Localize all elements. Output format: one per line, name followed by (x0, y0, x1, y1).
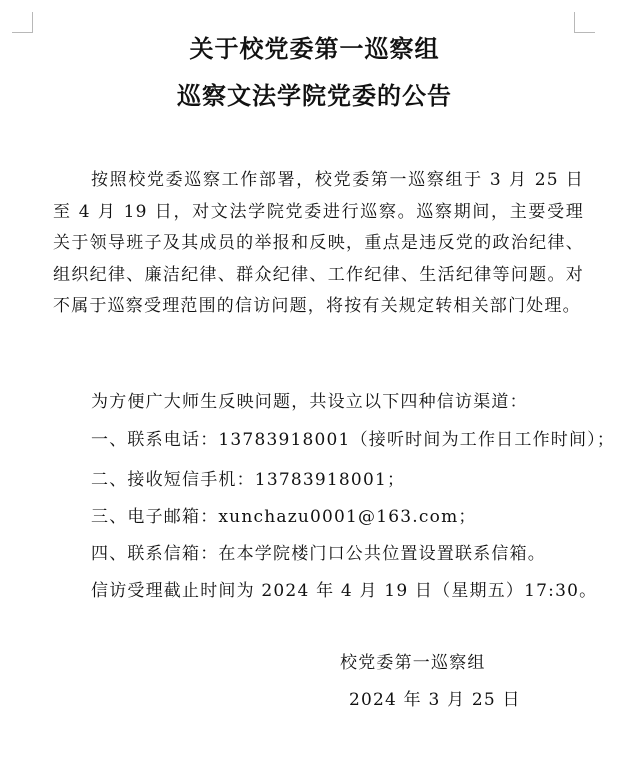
channel-email: 三、电子邮箱：xunchazu0001@163.com； (91, 507, 477, 527)
crop-mark-top-left (12, 12, 33, 33)
crop-mark-top-right (574, 12, 595, 33)
intro-paragraph: 按照校党委巡察工作部署，校党委第一巡察组于 3 月 25 日至 4 月 19 日，对文法学院党委进行巡察。巡察期间，主要受理关于领导班子及其成员的举报和反映，重点是违反党的政治纪律、组织纪律、廉洁纪律、群众纪律、工作纪律、生活纪律等问题。对不属于巡察受理范围的信访问题，将按有关规定转相关部门处理。 (53, 170, 584, 317)
title-line-2: 巡察文法学院党委的公告 (177, 82, 452, 110)
channel-phone: 一、联系电话：13783918001（接听时间为工作日工作时间）； (91, 430, 616, 450)
title-line-1: 关于校党委第一巡察组 (189, 35, 440, 63)
channels-intro: 为方便广大师生反映问题，共设立以下四种信访渠道： (91, 392, 528, 412)
signature-organization: 校党委第一巡察组 (340, 653, 486, 673)
channel-sms: 二、接收短信手机：13783918001； (91, 470, 406, 490)
channel-mailbox: 四、联系信箱：在本学院楼门口公共位置设置联系信箱。 (91, 544, 546, 564)
deadline-note: 信访受理截止时间为 2024 年 4 月 19 日（星期五）17:30。 (91, 581, 598, 601)
signature-date: 2024 年 3 月 25 日 (349, 690, 521, 710)
